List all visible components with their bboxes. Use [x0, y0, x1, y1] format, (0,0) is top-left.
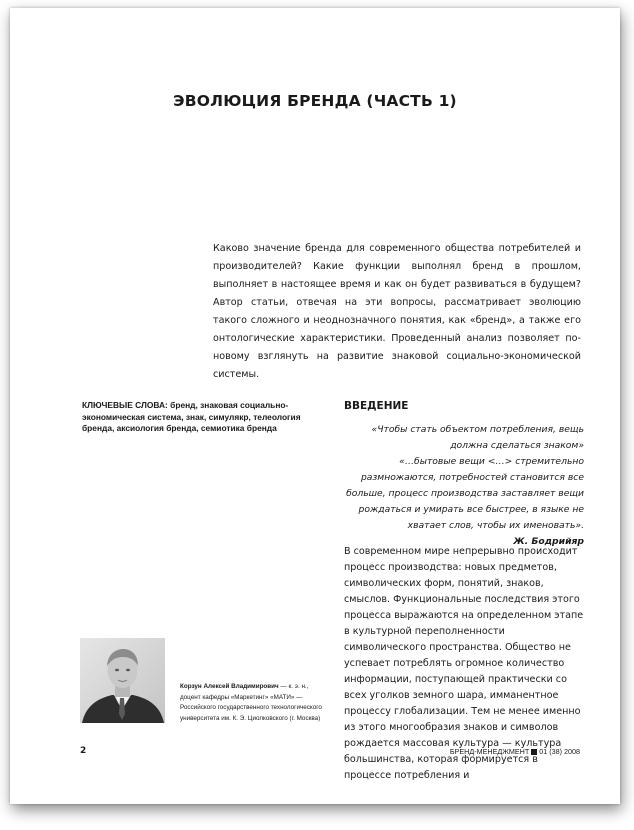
author-portrait-icon	[80, 638, 165, 723]
author-details: — к. э. н., доцент кафедры «Маркетинг» «МАТИ» — Российского государственного технологического университета им. К. Э. Циолковского (г. Москва)	[180, 683, 322, 722]
author-info	[180, 682, 330, 724]
section-heading-intro: ВВЕДЕНИЕ	[344, 400, 409, 412]
article-lead: Каково значение бренда для современного общества потребителей и производителей? Какие функции выполнял бренд в прошлом, выполняет в настоящее время и как он будет развиваться в будущем? Автор статьи, отвечая на эти вопросы, рассматривает эволюцию такого сложного и неоднозначного понятия, как «бренд», а также его онтологические характеристики. Проведенный анализ позволяет по-новому взглянуть на развитие знаковой социально-экономической системы.	[213, 243, 581, 380]
magazine-page	[10, 8, 620, 804]
epigraph-quote-1: «Чтобы стать объектом потребления, вещь должна сделаться знаком»	[371, 424, 584, 451]
keywords-text: бренд, знаковая социально-экономическая система, знак, симулякр, телеология бренда, аксиология бренда, семиотика бренда	[82, 400, 301, 433]
journal-name: БРЕНД-МЕНЕДЖМЕНТ	[449, 747, 530, 756]
author-name: Корзун Алексей Владимирович	[180, 683, 279, 690]
epigraph-author: Ж. Бодрийяр	[513, 536, 584, 547]
epigraph-quote-2: «…бытовые вещи <…> стремительно размножаются, потребностей становится все больше, процесс производства заставляет вещи рождаться и умирать все быстрее, в языке не хватает слов, чтобы их именовать».	[346, 456, 584, 531]
journal-footer	[450, 747, 580, 756]
keywords-label: КЛЮЧЕВЫЕ СЛОВА:	[82, 400, 168, 410]
intro-body-text: В современном мире непрерывно происходит процесс производства: новых предметов, символических форм, понятий, знаков, смыслов. Функциональные последствия этого процесса выражаются на определенном этапе в культурной переполненности символического пространства. Общество не успевает потреблять огромное количество информации, поступающей практически со всех уголков земного шара, имманентное процессу глобализации. Тем не менее именно из этого многообразия знаков и символов рождается массовая культура — культура большинства, которая формируется в процессе потребления и	[344, 546, 584, 781]
keywords-block	[82, 400, 327, 435]
epigraph	[344, 422, 584, 550]
journal-issue: 01 (38) 2008	[539, 747, 580, 756]
square-separator-icon	[531, 749, 537, 755]
page-number: 2	[80, 746, 87, 756]
author-photo	[80, 638, 165, 723]
article-title: ЭВОЛЮЦИЯ БРЕНДА (ЧАСТЬ 1)	[173, 92, 457, 110]
